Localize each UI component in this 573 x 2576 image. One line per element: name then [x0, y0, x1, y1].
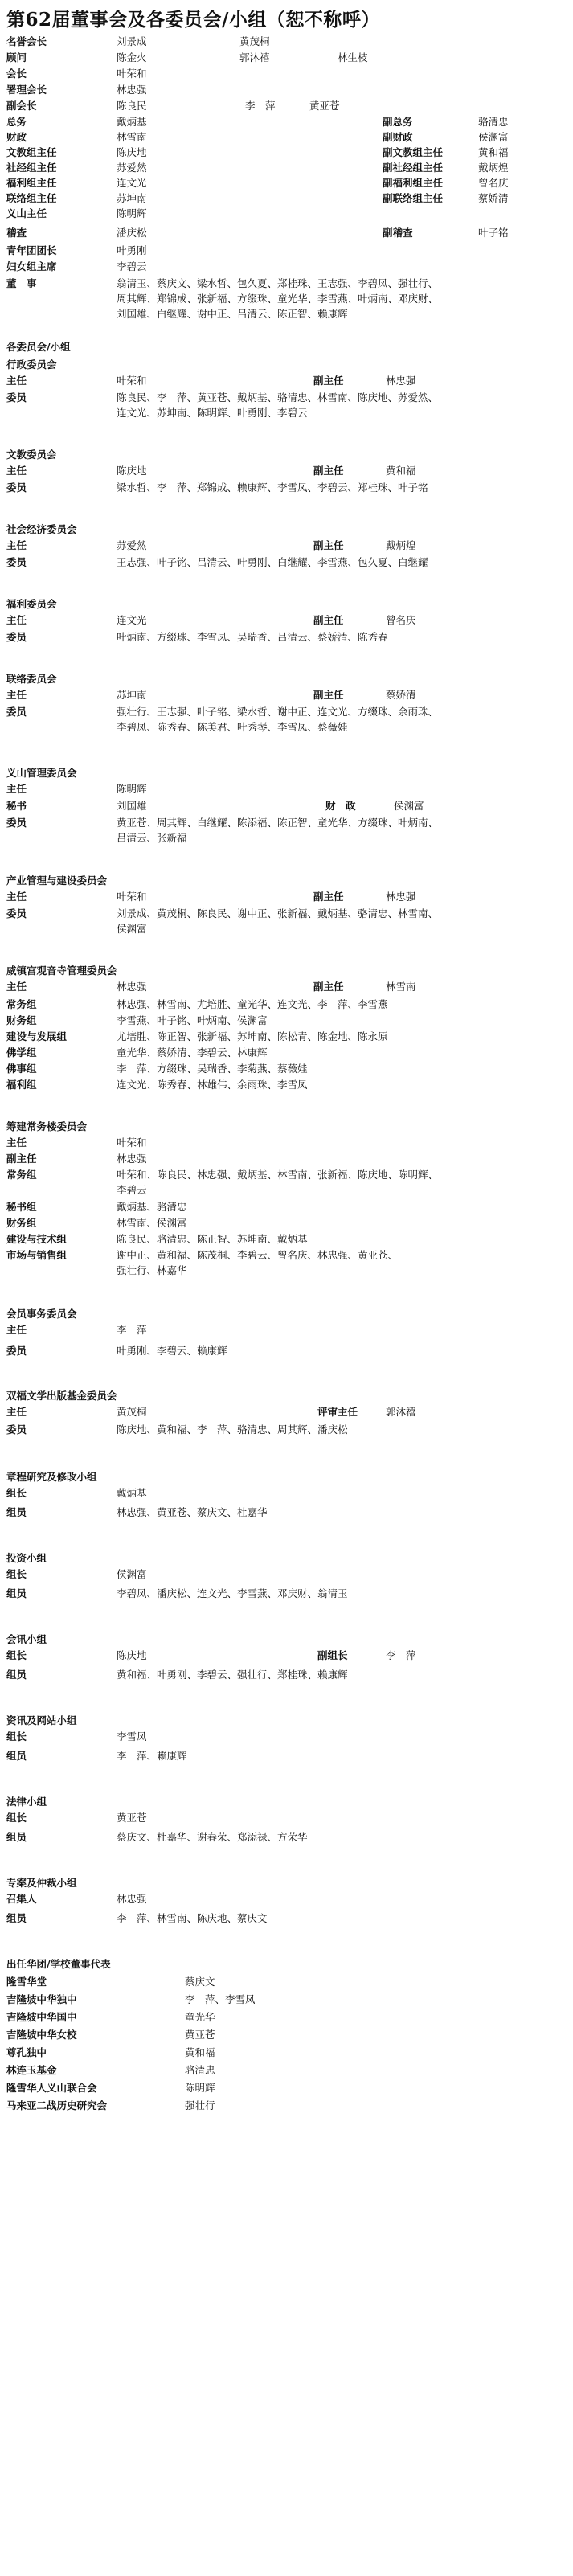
value: 林忠强、黄亚苍、蔡庆文、杜嘉华 — [117, 1506, 268, 1518]
value: 尤培胜、陈正智、张新福、苏坤南、陈松青、陈金地、陈永原 — [117, 1030, 388, 1042]
label: 副主任 — [313, 981, 344, 993]
value: 强壮行、王志强、叶子铭、梁水哲、谢中正、连文光、方缀珠、余雨珠、 — [117, 706, 439, 718]
label: 市场与销售组 — [6, 1249, 68, 1261]
section-heading: 会讯小组 — [6, 1633, 47, 1645]
value: 苏坤南 — [117, 192, 147, 204]
label: 佛学组 — [6, 1046, 37, 1059]
label: 主任 — [6, 375, 27, 387]
value: 谢中正、黄和福、陈茂桐、李碧云、曾名庆、林忠强、黄亚苍、 — [117, 1249, 399, 1261]
value: 陈明辉 — [117, 783, 147, 795]
value: 强壮行 — [185, 2099, 215, 2111]
label: 建设与技术组 — [6, 1233, 68, 1245]
value: 戴炳基、骆清忠 — [117, 1201, 187, 1213]
label: 主任 — [6, 465, 27, 477]
label: 评审主任 — [317, 1406, 358, 1418]
label: 常务组 — [6, 1169, 37, 1181]
label: 名誉会长 — [6, 35, 47, 47]
label: 委员 — [6, 907, 27, 919]
value: 李 萍 — [245, 100, 276, 112]
label: 副主任 — [6, 1153, 37, 1165]
label: 董 事 — [6, 277, 37, 289]
value: 童光华、蔡娇清、李碧云、林康辉 — [117, 1046, 268, 1059]
value: 黄亚苍 — [309, 100, 340, 112]
label: 主任 — [6, 1406, 27, 1418]
label: 组员 — [6, 1587, 27, 1599]
label: 马来亚二战历史研究会 — [6, 2099, 108, 2111]
page-title: 第62届董事会及各委员会/小组（恕不称呼） — [6, 9, 380, 31]
value: 陈良民、骆清忠、陈正智、苏坤南、戴炳基 — [117, 1233, 308, 1245]
label: 财务组 — [6, 1014, 37, 1026]
value: 王志强、叶子铭、吕清云、叶勇刚、白继耀、李雪燕、包久夏、白继耀 — [117, 556, 428, 568]
value: 林忠强 — [117, 981, 147, 993]
label: 副主任 — [313, 465, 344, 477]
value: 林生枝 — [338, 51, 368, 63]
label: 副社经组主任 — [383, 162, 444, 174]
label: 委员 — [6, 481, 27, 493]
value: 李碧凤、陈秀春、陈美君、叶秀琴、李雪凤、蔡薇娃 — [117, 721, 348, 733]
value: 苏爱然 — [117, 162, 147, 174]
value: 郭沐禧 — [239, 51, 270, 63]
label: 组长 — [6, 1730, 27, 1743]
label: 组员 — [6, 1831, 27, 1843]
label: 主任 — [6, 783, 27, 795]
label: 副财政 — [383, 131, 413, 143]
label: 总务 — [6, 116, 27, 128]
label: 副主任 — [313, 539, 344, 551]
value: 戴炳煌 — [478, 162, 509, 174]
label: 委员 — [6, 556, 27, 568]
value: 李 萍、林雪南、陈庆地、蔡庆文 — [117, 1912, 268, 1924]
label: 组长 — [6, 1812, 27, 1824]
value: 林忠强、林雪南、尤培胜、童光华、连文光、李 萍、李雪燕 — [117, 998, 388, 1010]
value: 李 萍 — [386, 1649, 416, 1661]
label: 隆雪华堂 — [6, 1976, 47, 1988]
label: 佛事组 — [6, 1063, 37, 1075]
label: 副总务 — [383, 116, 413, 128]
label: 组长 — [6, 1649, 27, 1661]
value: 叶炳南、方缀珠、李雪凤、吴瑞香、吕清云、蔡娇清、陈秀春 — [117, 631, 388, 643]
value: 陈良民 — [117, 100, 147, 112]
label: 署理会长 — [6, 84, 47, 96]
section-heading: 章程研究及修改小组 — [6, 1471, 97, 1483]
label: 组员 — [6, 1506, 27, 1518]
value: 黄茂桐 — [117, 1406, 147, 1418]
label: 主任 — [6, 614, 27, 626]
section-heading: 会员事务委员会 — [6, 1308, 77, 1320]
value: 陈明辉 — [185, 2082, 215, 2094]
label: 稽查 — [6, 227, 27, 239]
section-heading: 筹建常务楼委员会 — [6, 1120, 88, 1132]
value: 翁清玉、蔡庆文、梁水哲、包久夏、郑桂珠、王志强、李碧凤、强壮行、 — [117, 277, 439, 289]
value: 林雪南 — [386, 981, 416, 993]
label: 副主任 — [313, 891, 344, 903]
label: 组长 — [6, 1568, 27, 1580]
value: 蔡娇清 — [478, 192, 509, 204]
value: 黄和福、叶勇刚、李碧云、强壮行、郑桂珠、赖康辉 — [117, 1669, 348, 1681]
value: 郭沐禧 — [386, 1406, 416, 1418]
value: 叶子铭 — [478, 227, 509, 239]
label: 委员 — [6, 1345, 27, 1357]
value: 叶勇刚、李碧云、赖康辉 — [117, 1345, 227, 1357]
value: 林雪南 — [117, 131, 147, 143]
value: 侯渊富 — [117, 1568, 147, 1580]
label: 吉隆坡中华独中 — [6, 1993, 77, 2005]
label: 副稽查 — [383, 227, 413, 239]
value: 李 萍、赖康辉 — [117, 1750, 187, 1762]
label: 组员 — [6, 1912, 27, 1924]
value: 骆清忠 — [478, 116, 509, 128]
value: 苏坤南 — [117, 689, 147, 701]
value: 吕清云、张新福 — [117, 832, 187, 844]
value: 黄亚苍 — [185, 2029, 215, 2041]
label: 吉隆坡中华女校 — [6, 2029, 77, 2041]
value: 童光华 — [185, 2011, 215, 2023]
value: 刘国雄、白继耀、谢中正、吕清云、陈正智、赖康辉 — [117, 308, 348, 320]
value: 戴炳煌 — [386, 539, 416, 551]
section-heading: 双福文学出版基金委员会 — [6, 1390, 117, 1402]
label: 副组长 — [317, 1649, 348, 1661]
value: 刘景成、黄茂桐、陈良民、谢中正、张新福、戴炳基、骆清忠、林雪南、 — [117, 907, 439, 919]
value: 周其辉、郑锦成、张新福、方缀珠、童光华、李雪燕、叶炳南、邓庆财、 — [117, 293, 439, 305]
label: 主任 — [6, 1324, 27, 1336]
value: 侯渊富 — [478, 131, 509, 143]
value: 苏爱然 — [117, 539, 147, 551]
value: 黄和福 — [386, 465, 416, 477]
section-heading: 投资小组 — [6, 1552, 47, 1564]
value: 李碧云 — [117, 260, 147, 272]
value: 叶荣和 — [117, 68, 147, 80]
label: 义山主任 — [6, 207, 47, 219]
value: 陈良民、李 萍、黄亚苍、戴炳基、骆清忠、林雪南、陈庆地、苏爱然、 — [117, 391, 439, 403]
value: 林忠强 — [117, 1153, 147, 1165]
label: 副主任 — [313, 614, 344, 626]
value: 连文光、苏坤南、陈明辉、叶勇刚、李碧云 — [117, 407, 308, 419]
value: 叶荣和 — [117, 891, 147, 903]
label: 委员 — [6, 391, 27, 403]
section-heading: 社会经济委员会 — [6, 523, 77, 535]
label: 建设与发展组 — [6, 1030, 68, 1042]
value: 林忠强 — [386, 375, 416, 387]
value: 叶荣和 — [117, 375, 147, 387]
label: 福利组 — [6, 1079, 37, 1091]
section-heading: 文教委员会 — [6, 448, 57, 461]
value: 叶荣和 — [117, 1136, 147, 1149]
section-heading: 产业管理与建设委员会 — [6, 874, 108, 887]
value: 李碧凤、潘庆松、连文光、李雪燕、邓庆财、翁清玉 — [117, 1587, 348, 1599]
label: 委员 — [6, 817, 27, 829]
value: 叶勇刚 — [117, 244, 147, 256]
label: 隆雪华人义山联合会 — [6, 2082, 97, 2094]
label: 财 政 — [325, 800, 356, 812]
section-heading: 义山管理委员会 — [6, 767, 77, 779]
value: 骆清忠 — [185, 2064, 215, 2076]
label: 财务组 — [6, 1217, 37, 1229]
label: 秘书 — [6, 800, 27, 812]
label: 妇女组主席 — [6, 260, 57, 272]
label: 常务组 — [6, 998, 37, 1010]
value: 戴炳基 — [117, 1487, 147, 1499]
section-heading: 福利委员会 — [6, 598, 57, 610]
label: 委员 — [6, 1423, 27, 1435]
label: 主任 — [6, 1136, 27, 1149]
value: 连文光 — [117, 614, 147, 626]
label: 青年团团长 — [6, 244, 57, 256]
value: 李 萍、方缀珠、吴瑞香、李菊燕、蔡薇娃 — [117, 1063, 308, 1075]
label: 会长 — [6, 68, 27, 80]
value: 梁水哲、李 萍、郑锦成、赖康辉、李雪凤、李碧云、郑桂珠、叶子铭 — [117, 481, 428, 493]
section-heading: 行政委员会 — [6, 358, 57, 371]
value: 黄茂桐 — [239, 35, 270, 47]
label: 主任 — [6, 981, 27, 993]
value: 李 萍、李雪凤 — [185, 1993, 256, 2005]
value: 刘国雄 — [117, 800, 147, 812]
section-heading: 联络委员会 — [6, 673, 57, 685]
value: 林雪南、侯渊富 — [117, 1217, 187, 1229]
label: 组员 — [6, 1750, 27, 1762]
label: 顾问 — [6, 51, 27, 63]
label: 副会长 — [6, 100, 37, 112]
section-heading: 威镇宫观音寺管理委员会 — [6, 964, 117, 977]
value: 陈庆地 — [117, 146, 147, 158]
label: 主任 — [6, 891, 27, 903]
value: 曾名庆 — [478, 177, 509, 189]
label: 文教组主任 — [6, 146, 57, 158]
value: 潘庆松 — [117, 227, 147, 239]
value: 陈庆地 — [117, 1649, 147, 1661]
section-heading: 专案及仲裁小组 — [6, 1877, 77, 1889]
section-heading: 各委员会/小组 — [6, 341, 71, 353]
value: 黄亚苍、周其辉、白继耀、陈添福、陈正智、童光华、方缀珠、叶炳南、 — [117, 817, 439, 829]
section-heading: 资讯及网站小组 — [6, 1714, 77, 1726]
value: 陈庆地 — [117, 465, 147, 477]
value: 李雪燕、叶子铭、叶炳南、侯渊富 — [117, 1014, 268, 1026]
label: 副主任 — [313, 375, 344, 387]
value: 蔡庆文 — [185, 1976, 215, 1988]
label: 主任 — [6, 689, 27, 701]
value: 李 萍 — [117, 1324, 147, 1336]
label: 主任 — [6, 539, 27, 551]
value: 李碧云 — [117, 1184, 147, 1196]
value: 强壮行、林嘉华 — [117, 1264, 187, 1276]
value: 蔡娇清 — [386, 689, 416, 701]
label: 副联络组主任 — [383, 192, 444, 204]
label: 林连玉基金 — [6, 2064, 57, 2076]
value: 侯渊富 — [394, 800, 424, 812]
value: 戴炳基 — [117, 116, 147, 128]
label: 联络组主任 — [6, 192, 57, 204]
value: 陈庆地、黄和福、李 萍、骆清忠、周其辉、潘庆松 — [117, 1423, 348, 1435]
label: 组长 — [6, 1487, 27, 1499]
value: 林忠强 — [117, 84, 147, 96]
section-heading: 法律小组 — [6, 1796, 47, 1808]
value: 黄和福 — [185, 2046, 215, 2058]
label: 社经组主任 — [6, 162, 57, 174]
value: 侯渊富 — [117, 923, 147, 935]
value: 刘景成 — [117, 35, 147, 47]
label: 组员 — [6, 1669, 27, 1681]
value: 连文光 — [117, 177, 147, 189]
label: 秘书组 — [6, 1201, 37, 1213]
value: 黄亚苍 — [117, 1812, 147, 1824]
value: 连文光、陈秀春、林雄伟、余雨珠、李雪凤 — [117, 1079, 308, 1091]
label: 吉隆坡中华国中 — [6, 2011, 77, 2023]
value: 蔡庆文、杜嘉华、谢春荣、郑添禄、方荣华 — [117, 1831, 308, 1843]
label: 副福利组主任 — [383, 177, 444, 189]
label: 财政 — [6, 131, 27, 143]
value: 叶荣和、陈良民、林忠强、戴炳基、林雪南、张新福、陈庆地、陈明辉、 — [117, 1169, 439, 1181]
label: 福利组主任 — [6, 177, 57, 189]
value: 曾名庆 — [386, 614, 416, 626]
section-heading: 出任华团/学校董事代表 — [6, 1958, 111, 1970]
label: 召集人 — [6, 1893, 37, 1905]
value: 黄和福 — [478, 146, 509, 158]
label: 尊孔独中 — [6, 2046, 47, 2058]
value: 陈明辉 — [117, 207, 147, 219]
label: 副主任 — [313, 689, 344, 701]
value: 林忠强 — [117, 1893, 147, 1905]
value: 陈金火 — [117, 51, 147, 63]
label: 委员 — [6, 706, 27, 718]
value: 林忠强 — [386, 891, 416, 903]
label: 副文教组主任 — [383, 146, 444, 158]
label: 委员 — [6, 631, 27, 643]
value: 李雪凤 — [117, 1730, 147, 1743]
